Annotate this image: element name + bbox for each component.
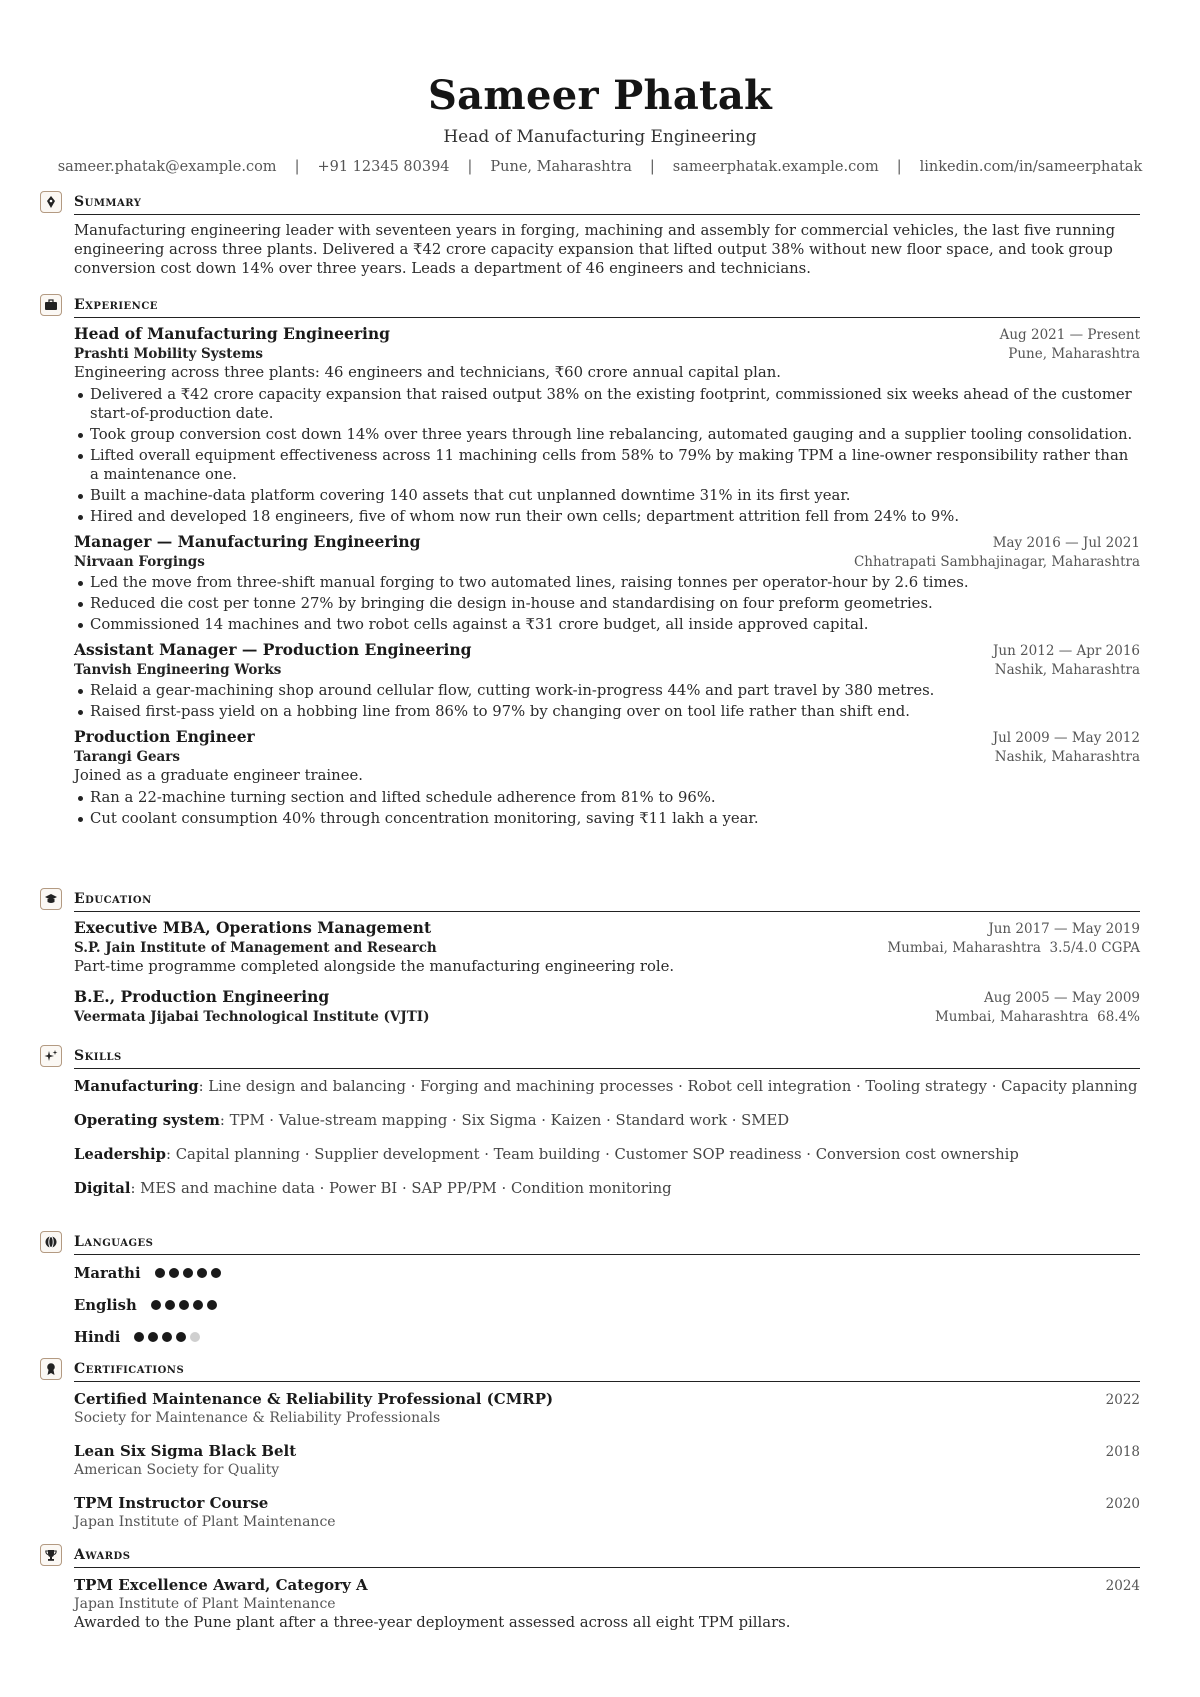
education-note: Part-time programme completed alongside the manufacturing engineering role. xyxy=(74,958,675,975)
job-location: Nashik, Maharashtra xyxy=(994,662,1140,678)
proficiency-dot-filled xyxy=(183,1268,193,1278)
job-title: Manager — Manufacturing Engineering xyxy=(74,532,421,551)
skills-section xyxy=(40,1045,1140,1213)
award-year: 2024 xyxy=(1105,1578,1140,1594)
proficiency-dot-filled xyxy=(207,1300,217,1310)
job-bullet: Lifted overall equipment effectiveness across 11 machining cells from 58% to 79% by making TPM a line-owner responsibility rather than a maintenance one. xyxy=(74,446,1140,484)
job-bullet: Led the move from three-shift manual forging to two automated lines, raising tonnes per operator-hour by 2.6 times. xyxy=(74,573,1140,592)
job-location: Pune, Maharashtra xyxy=(1008,346,1140,362)
skill-group: Leadership: Capital planning · Supplier development · Team building · Customer SOP readiness · Conversion cost ownership xyxy=(74,1146,1019,1163)
job-company: Tarangi Gears xyxy=(74,749,181,765)
education-dates: Aug 2005 — May 2009 xyxy=(984,990,1140,1006)
job-entry xyxy=(74,727,1140,828)
certification-year: 2020 xyxy=(1105,1496,1140,1512)
certification-entry xyxy=(74,1442,1140,1479)
language-row xyxy=(74,1327,1140,1347)
school-name: S.P. Jain Institute of Management and Research xyxy=(74,940,437,956)
certification-issuer: Society for Maintenance & Reliability Professionals xyxy=(74,1410,441,1426)
section-title: Languages xyxy=(74,1234,154,1250)
certification-name: Certified Maintenance & Reliability Professional (CMRP) xyxy=(74,1390,554,1408)
contact-bar xyxy=(0,157,1200,177)
degree-title: B.E., Production Engineering xyxy=(74,987,330,1006)
contact-separator: | xyxy=(294,159,300,175)
contact-phone[interactable]: +91 12345 80394 xyxy=(317,159,450,175)
skill-group-items: TPM · Value-stream mapping · Six Sigma · Kaizen · Standard work · SMED xyxy=(229,1112,790,1129)
certification-year: 2022 xyxy=(1105,1392,1140,1408)
degree-title: Executive MBA, Operations Management xyxy=(74,918,432,937)
certification-issuer: American Society for Quality xyxy=(74,1462,280,1478)
school-name: Veermata Jijabai Technological Institute (VJTI) xyxy=(74,1009,430,1025)
certification-year: 2018 xyxy=(1105,1444,1140,1460)
job-dates: Jul 2009 — May 2012 xyxy=(992,730,1140,746)
job-bullet: Took group conversion cost down 14% over three years through line rebalancing, automated gauging and a supplier tooling consolidation. xyxy=(74,425,1140,444)
education-grade: 3.5/4.0 CGPA xyxy=(1049,940,1140,956)
award-note: Awarded to the Pune plant after a three-year deployment assessed across all eight TPM pillars. xyxy=(74,1614,791,1631)
globe-icon xyxy=(40,1231,62,1253)
skill-group-items: Line design and balancing · Forging and machining processes · Robot cell integration · Tooling strategy · Capacity planning xyxy=(208,1078,1138,1095)
proficiency-dots xyxy=(155,1268,225,1278)
award-ribbon-icon xyxy=(40,1358,62,1380)
summary-section xyxy=(40,191,1140,278)
languages-section xyxy=(40,1231,1140,1359)
proficiency-dot-filled xyxy=(148,1332,158,1342)
proficiency-dot-filled xyxy=(193,1300,203,1310)
section-title: Awards xyxy=(74,1547,131,1563)
job-entry xyxy=(74,532,1140,634)
certification-name: TPM Instructor Course xyxy=(74,1494,269,1512)
education-grade: 68.4% xyxy=(1097,1009,1140,1025)
education-entry xyxy=(74,918,1140,977)
section-divider xyxy=(74,1567,1140,1568)
job-dates: May 2016 — Jul 2021 xyxy=(992,535,1140,551)
skill-group-name: Digital xyxy=(74,1180,131,1197)
certification-name: Lean Six Sigma Black Belt xyxy=(74,1442,297,1460)
graduation-cap-icon xyxy=(40,888,62,910)
language-name: Marathi xyxy=(74,1264,141,1282)
job-bullet: Reduced die cost per tonne 27% by bringing die design in-house and standardising on four preform geometries. xyxy=(74,594,1140,613)
job-title: Production Engineer xyxy=(74,727,255,746)
job-entry xyxy=(74,324,1140,526)
language-row xyxy=(74,1263,1140,1283)
proficiency-dot-filled xyxy=(155,1268,165,1278)
school-location: Mumbai, Maharashtra xyxy=(934,1009,1089,1025)
education-section xyxy=(40,888,1140,1026)
contact-separator: | xyxy=(649,159,655,175)
experience-section xyxy=(40,294,1140,830)
job-location: Nashik, Maharashtra xyxy=(994,749,1140,765)
skill-group-name: Operating system xyxy=(74,1112,220,1129)
skill-group-items: Capital planning · Supplier development · Team building · Customer SOP readiness · Conversion cost ownership xyxy=(175,1146,1019,1163)
job-company: Tanvish Engineering Works xyxy=(74,662,282,678)
proficiency-dot-filled xyxy=(211,1268,221,1278)
briefcase-icon xyxy=(40,294,62,316)
education-entry xyxy=(74,987,1140,1026)
section-title: Skills xyxy=(74,1048,122,1064)
section-title: Experience xyxy=(74,297,158,313)
award-issuer: Japan Institute of Plant Maintenance xyxy=(74,1596,336,1612)
proficiency-dot-filled xyxy=(165,1300,175,1310)
trophy-icon xyxy=(40,1544,62,1566)
proficiency-dot-filled xyxy=(197,1268,207,1278)
education-dates: Jun 2017 — May 2019 xyxy=(988,921,1140,937)
job-company: Prashti Mobility Systems xyxy=(74,346,263,362)
proficiency-dot-filled xyxy=(179,1300,189,1310)
pen-nib-icon xyxy=(40,191,62,213)
award-entry xyxy=(74,1576,1140,1633)
job-company: Nirvaan Forgings xyxy=(74,554,205,570)
proficiency-dot-filled xyxy=(162,1332,172,1342)
job-note: Engineering across three plants: 46 engineers and technicians, ₹60 crore annual capital plan. xyxy=(74,364,781,381)
section-divider xyxy=(74,1254,1140,1255)
skill-group: Operating system: TPM · Value-stream mapping · Six Sigma · Kaizen · Standard work · SMED xyxy=(74,1112,790,1129)
job-entry xyxy=(74,640,1140,721)
skill-group: Manufacturing: Line design and balancing · Forging and machining processes · Robot cell integration · Tooling strategy · Capacity planning xyxy=(74,1078,1138,1095)
section-divider xyxy=(74,1381,1140,1382)
certification-entry xyxy=(74,1390,1140,1427)
certification-issuer: Japan Institute of Plant Maintenance xyxy=(74,1514,336,1530)
job-bullet: Relaid a gear-machining shop around cellular flow, cutting work-in-progress 44% and part travel by 380 metres. xyxy=(74,681,1140,700)
contact-separator: | xyxy=(896,159,902,175)
section-title: Summary xyxy=(74,194,142,210)
school-location: Mumbai, Maharashtra xyxy=(887,940,1041,956)
contact-website[interactable]: sameerphatak.example.com xyxy=(672,159,879,175)
language-list xyxy=(74,1263,1140,1347)
job-bullet: Built a machine-data platform covering 140 assets that cut unplanned downtime 31% in its first year. xyxy=(74,486,1140,505)
language-name: English xyxy=(74,1296,137,1314)
certification-entry xyxy=(74,1494,1140,1531)
language-row xyxy=(74,1295,1140,1315)
job-title: Assistant Manager — Production Engineering xyxy=(74,640,472,659)
contact-separator: | xyxy=(467,159,473,175)
candidate-headline: Head of Manufacturing Engineering xyxy=(443,127,757,147)
proficiency-dot-filled xyxy=(134,1332,144,1342)
proficiency-dot-filled xyxy=(169,1268,179,1278)
job-title: Head of Manufacturing Engineering xyxy=(74,324,391,343)
sparkle-icon xyxy=(40,1045,62,1067)
section-title: Certifications xyxy=(74,1361,185,1377)
section-divider xyxy=(74,911,1140,912)
certifications-section xyxy=(40,1358,1140,1546)
job-bullet: Cut coolant consumption 40% through concentration monitoring, saving ₹11 lakh a year. xyxy=(74,809,1140,828)
candidate-name: Sameer Phatak xyxy=(427,72,773,119)
contact-linkedin[interactable]: linkedin.com/in/sameerphatak xyxy=(919,159,1143,175)
job-bullet: Commissioned 14 machines and two robot cells against a ₹31 crore budget, all inside approved capital. xyxy=(74,615,1140,634)
skill-group-items: MES and machine data · Power BI · SAP PP/PM · Condition monitoring xyxy=(140,1180,672,1197)
proficiency-dot-filled xyxy=(176,1332,186,1342)
job-bullet: Delivered a ₹42 crore capacity expansion that raised output 38% on the existing footprint, commissioned six weeks ahead of the customer start-of-production date. xyxy=(74,385,1140,423)
proficiency-dot-filled xyxy=(151,1300,161,1310)
summary-text: Manufacturing engineering leader with seventeen years in forging, machining and assembly for commercial vehicles, the last five running engineering across three plants. Delivered a ₹42 crore capacity expansion that lifted output 38% without new floor space, and took group conversion cost down 14% over three years. Leads a department of 46 engineers and technicians. xyxy=(74,222,1116,277)
job-bullet: Hired and developed 18 engineers, five of whom now run their own cells; department attrition fell from 24% to 9%. xyxy=(74,507,1140,526)
section-divider xyxy=(74,214,1140,215)
proficiency-dots xyxy=(134,1332,204,1342)
section-divider xyxy=(74,1068,1140,1069)
skill-group: Digital: MES and machine data · Power BI · SAP PP/PM · Condition monitoring xyxy=(74,1180,672,1197)
section-divider xyxy=(74,317,1140,318)
job-note: Joined as a graduate engineer trainee. xyxy=(74,767,363,784)
proficiency-dot-empty xyxy=(190,1332,200,1342)
skill-group-name: Manufacturing xyxy=(74,1078,199,1095)
job-location: Chhatrapati Sambhajinagar, Maharashtra xyxy=(853,554,1140,570)
job-bullet: Ran a 22-machine turning section and lifted schedule adherence from 81% to 96%. xyxy=(74,788,1140,807)
award-name: TPM Excellence Award, Category A xyxy=(74,1576,368,1594)
job-bullet: Raised first-pass yield on a hobbing line from 86% to 97% by changing over on tool life rather than shift end. xyxy=(74,702,1140,721)
contact-location: Pune, Maharashtra xyxy=(490,159,632,175)
awards-section xyxy=(40,1544,1140,1648)
section-title: Education xyxy=(74,891,152,907)
job-dates: Jun 2012 — Apr 2016 xyxy=(992,643,1140,659)
skill-group-name: Leadership xyxy=(74,1146,167,1163)
language-name: Hindi xyxy=(74,1328,121,1346)
job-dates: Aug 2021 — Present xyxy=(999,327,1140,343)
proficiency-dots xyxy=(151,1300,221,1310)
contact-email[interactable]: sameer.phatak@example.com xyxy=(57,159,277,175)
